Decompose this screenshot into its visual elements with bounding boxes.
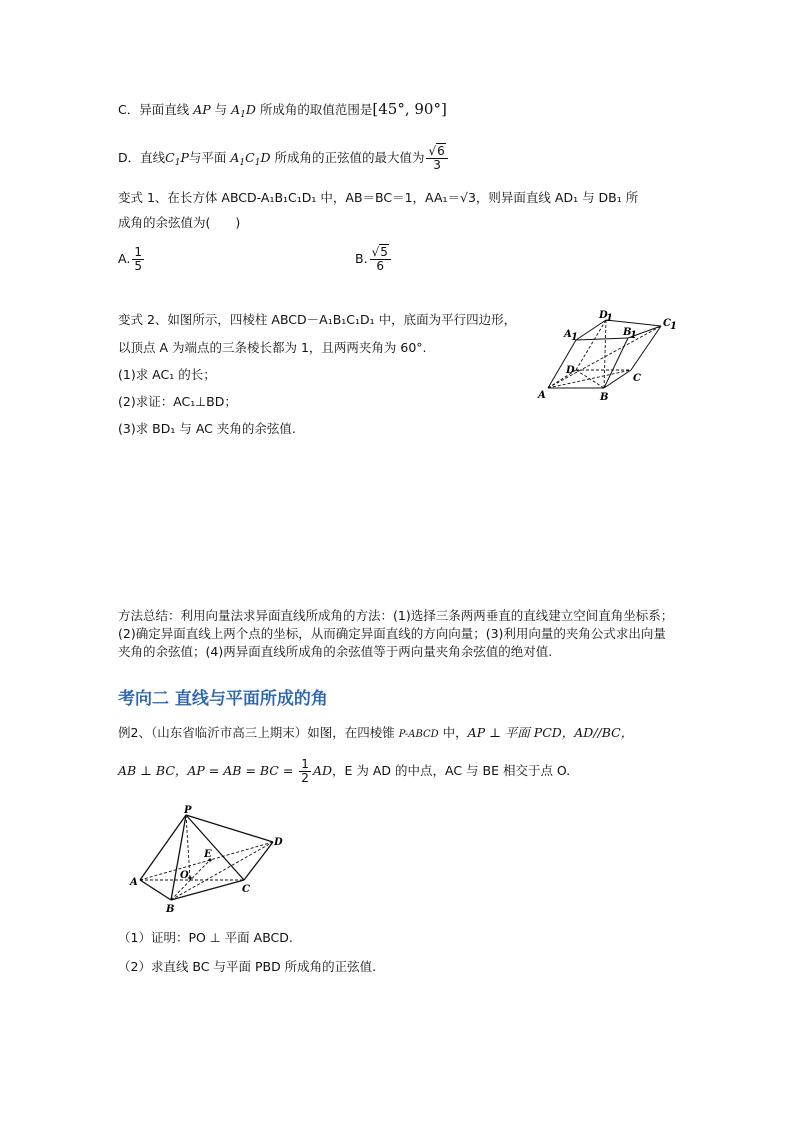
option-d-mid: 与平面 [188,150,231,165]
ex2-line1-c: 中， [438,725,468,740]
option-d-prefix: D．直线 [118,150,166,165]
example2-q2: （2）求直线 BC 与平面 PBD 所成角的正弦值. [118,959,377,974]
option-a-label: A. [118,251,131,266]
option-a-fraction [132,246,144,273]
ex2-line1-b: P-ABCD [398,729,439,740]
label-c1: C [663,318,671,329]
option-d-c: C [165,150,175,165]
label-b1: B [623,327,632,338]
diag-ac [548,370,631,388]
variant2-q2: (2)求证：AC₁⊥BD； [118,394,237,409]
ex2-line2-a: AB ⊥ BC，AP = AB = BC = [118,763,298,778]
label-c: C [633,373,641,384]
section-heading: 考向二 直线与平面所成的角 [118,689,328,709]
option-c-d: D [245,102,256,117]
label-d1-sub: 1 [606,313,613,324]
variant1-line2: 成角的余弦值为( ) [118,215,241,230]
option-c-range: [45°, 90°] [372,100,447,118]
ex2-line2-b: AD [312,763,332,778]
edge-bc [171,880,244,900]
label-a: A [538,390,546,401]
label-p: P [184,805,192,816]
ex2-line1-a: 例2、（山东省临沂市高三上期末）如图，在四棱锥 [118,725,399,740]
option-d-plane-a-sub: 1 [239,158,246,168]
option-d [118,145,450,172]
pyramid-figure [128,805,288,915]
variant1-option-a [118,246,146,273]
option-d-text: 所成角的正弦值的最大值为 [270,150,425,165]
example2-line1 [118,724,633,743]
option-d-den: 3 [433,158,441,172]
option-d-num: 6 [437,144,445,158]
option-d-c-sub: 1 [174,158,181,168]
label-c1-sub: 1 [670,321,677,332]
edge-a1b1 [576,338,628,340]
label-a1-sub: 1 [571,332,578,343]
variant2-line2: 以顶点 A 为端点的三条棱长都为 1，且两两夹角为 60°. [118,340,427,355]
variant2-q3: (3)求 BD₁ 与 AC 夹角的余弦值. [118,421,296,436]
option-d-plane-c-sub: 1 [254,158,261,168]
diag-bd1 [604,320,606,388]
edge-pd [186,815,273,842]
option-b-num: 5 [380,245,388,259]
example2-q1: （1）证明：PO ⊥ 平面 ABCD. [118,930,293,945]
variant2-line1: 变式 2、如图所示，四棱柱 ABCD－A₁B₁C₁D₁ 中，底面为平行四边形， [118,312,517,327]
label-d: D [274,837,283,848]
segment-po [186,815,190,878]
option-c-a-sub: 1 [240,110,246,120]
option-d-fraction: $\frac{√6}{3}$ [426,145,447,172]
option-b-fraction: $\frac{√5}{6}$ [370,246,391,273]
edge-cd [244,842,273,880]
ex2-half-num: 1 [301,757,309,771]
option-c-ap: AP [193,102,211,117]
edge-d1c1 [606,320,661,326]
ex2-half-den: 2 [301,771,309,785]
option-d-plane-a: A [230,150,240,165]
label-b1-sub: 1 [630,330,637,341]
method-summary: 方法总结：利用向量法求异面直线所成角的方法：(1)选择三条两两垂直的直线建立空间直角坐标系；(2)确定异面直线上两个点的坐标，从而确定异面直线的方向向量；(3)利用向量的夹角公式求出向量夹角的余弦值；(4)两异面直线所成角的余弦值等于两向量夹角余弦值的绝对值. [118,608,674,659]
edge-pb [171,815,186,900]
label-d1: D [599,310,608,321]
ex2-line1-d: AP ⊥ 平面 PCD，AD//BC， [467,725,634,740]
option-d-plane-c: C [245,150,255,165]
option-a-num: 1 [134,245,142,259]
variant1-line1: 变式 1、在长方体 ABCD-A₁B₁C₁D₁ 中，AB＝BC＝1，AA₁＝√3，则异面直线 AD₁ 与 DB₁ 所 [118,190,639,205]
example2-line2 [118,758,570,785]
option-b-label: B. [355,251,368,266]
ex2-half-fraction [299,758,311,785]
option-d-plane-d: D [260,150,271,165]
label-b: B [166,904,175,915]
option-b-den: 6 [376,259,385,273]
label-a1: A [564,329,572,340]
option-c-prefix: C．异面直线 [118,102,194,117]
edge-ab [140,880,171,900]
edge-a1d1 [576,320,606,340]
option-c-mid: 与 [210,102,232,117]
variant1-option-b [355,246,393,273]
edge-pc [186,815,244,880]
label-d: D [566,365,575,376]
prism-figure [536,308,686,404]
point-o [188,876,191,879]
edge-ad [140,842,273,880]
label-a: A [130,877,138,888]
option-c-text: 所成角的取值范围是 [255,102,373,117]
option-d-p: P [180,150,189,165]
option-c [118,101,447,124]
label-b: B [600,392,609,403]
label-o: O [180,870,189,881]
option-a-den: 5 [134,259,142,273]
label-e: E [204,849,212,860]
edge-dd1 [576,320,606,370]
variant2-q1: (1)求 AC₁ 的长； [118,367,216,382]
label-c: C [242,884,250,895]
option-c-a: A [231,102,241,117]
ex2-line2-c: ，E 为 AD 的中点，AC 与 BE 相交于点 O. [332,763,571,778]
